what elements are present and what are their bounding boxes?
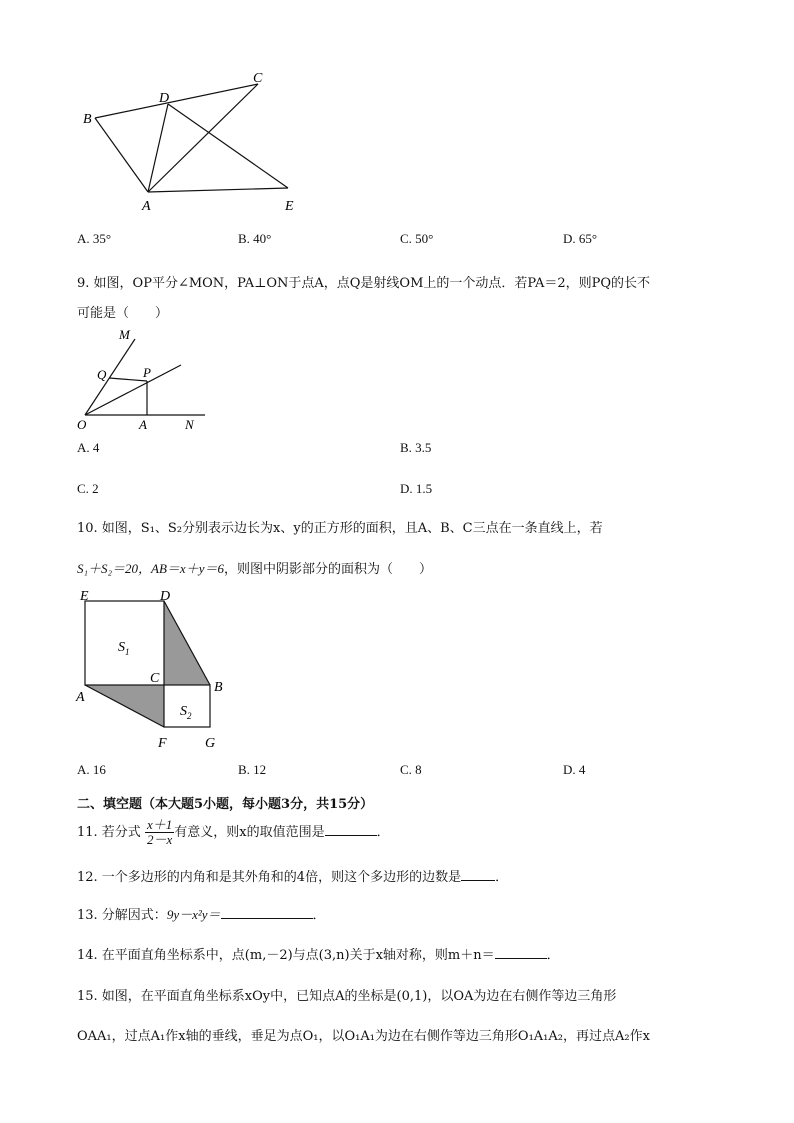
q10-label-g: G	[205, 736, 216, 751]
q14-end: ．	[546, 948, 560, 963]
q8-label-a: A	[142, 199, 151, 214]
q9-option-a[interactable]: A. 4	[77, 440, 100, 455]
q8-option-d[interactable]: D. 65°	[563, 231, 598, 246]
q9-stem-line1: 9. 如图，OP平分∠MON，PA⊥ON于点A，点Q是射线OM上的一个动点．若PA＝2，则PQ的长不	[77, 276, 651, 291]
q13-prefix: 13. 分解因式：	[77, 908, 167, 923]
q9-figure	[75, 325, 215, 435]
q10-stem-line1: 10. 如图，S₁、S₂分别表示边长为x、y的正方形的面积，且A、B、C三点在一条直线上，若	[77, 521, 603, 536]
q13-end: ．	[312, 908, 326, 923]
q10-option-d[interactable]: D. 4	[563, 762, 586, 777]
q8-label-e: E	[285, 199, 294, 214]
q10-label-f: F	[158, 736, 167, 751]
q15-stem-line2: OAA₁，过点A₁作x轴的垂线，垂足为点O₁，以O₁A₁为边在右侧作等边三角形O₁A₁A₂，再过点A₂作x	[77, 1029, 650, 1044]
q10-condition-math: S₁＋S₂＝20，AB＝x＋y＝6	[77, 561, 224, 576]
q9-label-n: N	[185, 417, 194, 432]
q9-label-o: O	[77, 417, 87, 432]
q9-label-m: M	[119, 327, 130, 342]
q10-condition-text: ，则图中阴影部分的面积为（ ）	[223, 562, 432, 577]
section-heading: 二、填空题（本大题5小题，每小题3分，共15分）	[77, 797, 374, 812]
q10-label-d: D	[160, 589, 171, 604]
q9-label-p: P	[143, 365, 151, 380]
q10-label-s1: $S_1$	[118, 640, 130, 657]
q10-label-a: A	[76, 690, 85, 705]
q11-numerator: x＋1	[146, 817, 173, 832]
q13-math: 9y－x²y＝	[166, 907, 221, 922]
q10-option-a[interactable]: A. 16	[77, 762, 106, 777]
q9-option-b[interactable]: B. 3.5	[400, 440, 432, 455]
q11-denominator: 2－x	[146, 832, 173, 847]
q11-answer-blank[interactable]	[325, 823, 377, 836]
q12-text: 12. 一个多边形的内角和是其外角和的4倍，则这个多边形的边数是	[77, 870, 462, 885]
q10-option-b[interactable]: B. 12	[238, 762, 267, 777]
q8-option-a[interactable]: A. 35°	[77, 231, 112, 246]
q11	[77, 818, 390, 847]
q8-figure	[75, 62, 315, 222]
q8-option-c[interactable]: C. 50°	[400, 231, 434, 246]
q15-stem-line1: 15. 如图，在平面直角坐标系xOy中，已知点A的坐标是(0,1)，以OA为边在右侧作等边三角形	[77, 989, 617, 1004]
q14-text: 14. 在平面直角坐标系中，点(m,－2)与点(3,n)关于x轴对称，则m＋n＝	[77, 948, 495, 963]
q9-label-a: A	[139, 417, 147, 432]
q12-answer-blank[interactable]	[461, 868, 495, 881]
q11-fraction	[145, 818, 174, 847]
q12	[77, 866, 508, 885]
q8-label-c: C	[253, 71, 263, 86]
q13	[77, 904, 326, 923]
q14-answer-blank[interactable]	[495, 946, 547, 959]
q9-option-c[interactable]: C. 2	[77, 481, 99, 496]
q9-stem-line2: 可能是（ ）	[77, 306, 169, 321]
q10-label-e: E	[80, 589, 89, 604]
q9-label-q: Q	[97, 367, 107, 382]
q10-label-c: C	[150, 671, 160, 686]
q10-option-c[interactable]: C. 8	[400, 762, 422, 777]
q10-label-b: B	[214, 680, 223, 695]
q13-answer-blank[interactable]	[221, 906, 313, 919]
q8-option-b[interactable]: B. 40°	[238, 231, 272, 246]
q10-label-s2: $S_2$	[180, 704, 192, 721]
q11-prefix: 11. 若分式	[77, 825, 141, 840]
q11-end: ．	[376, 825, 390, 840]
q8-label-b: B	[83, 112, 92, 127]
q12-end: ．	[495, 870, 509, 885]
q10-figure	[72, 585, 232, 755]
q11-suffix: 有意义，则x的取值范围是	[174, 825, 325, 840]
q14	[77, 944, 560, 963]
q8-label-d: D	[159, 91, 170, 106]
q9-option-d[interactable]: D. 1.5	[400, 481, 433, 496]
